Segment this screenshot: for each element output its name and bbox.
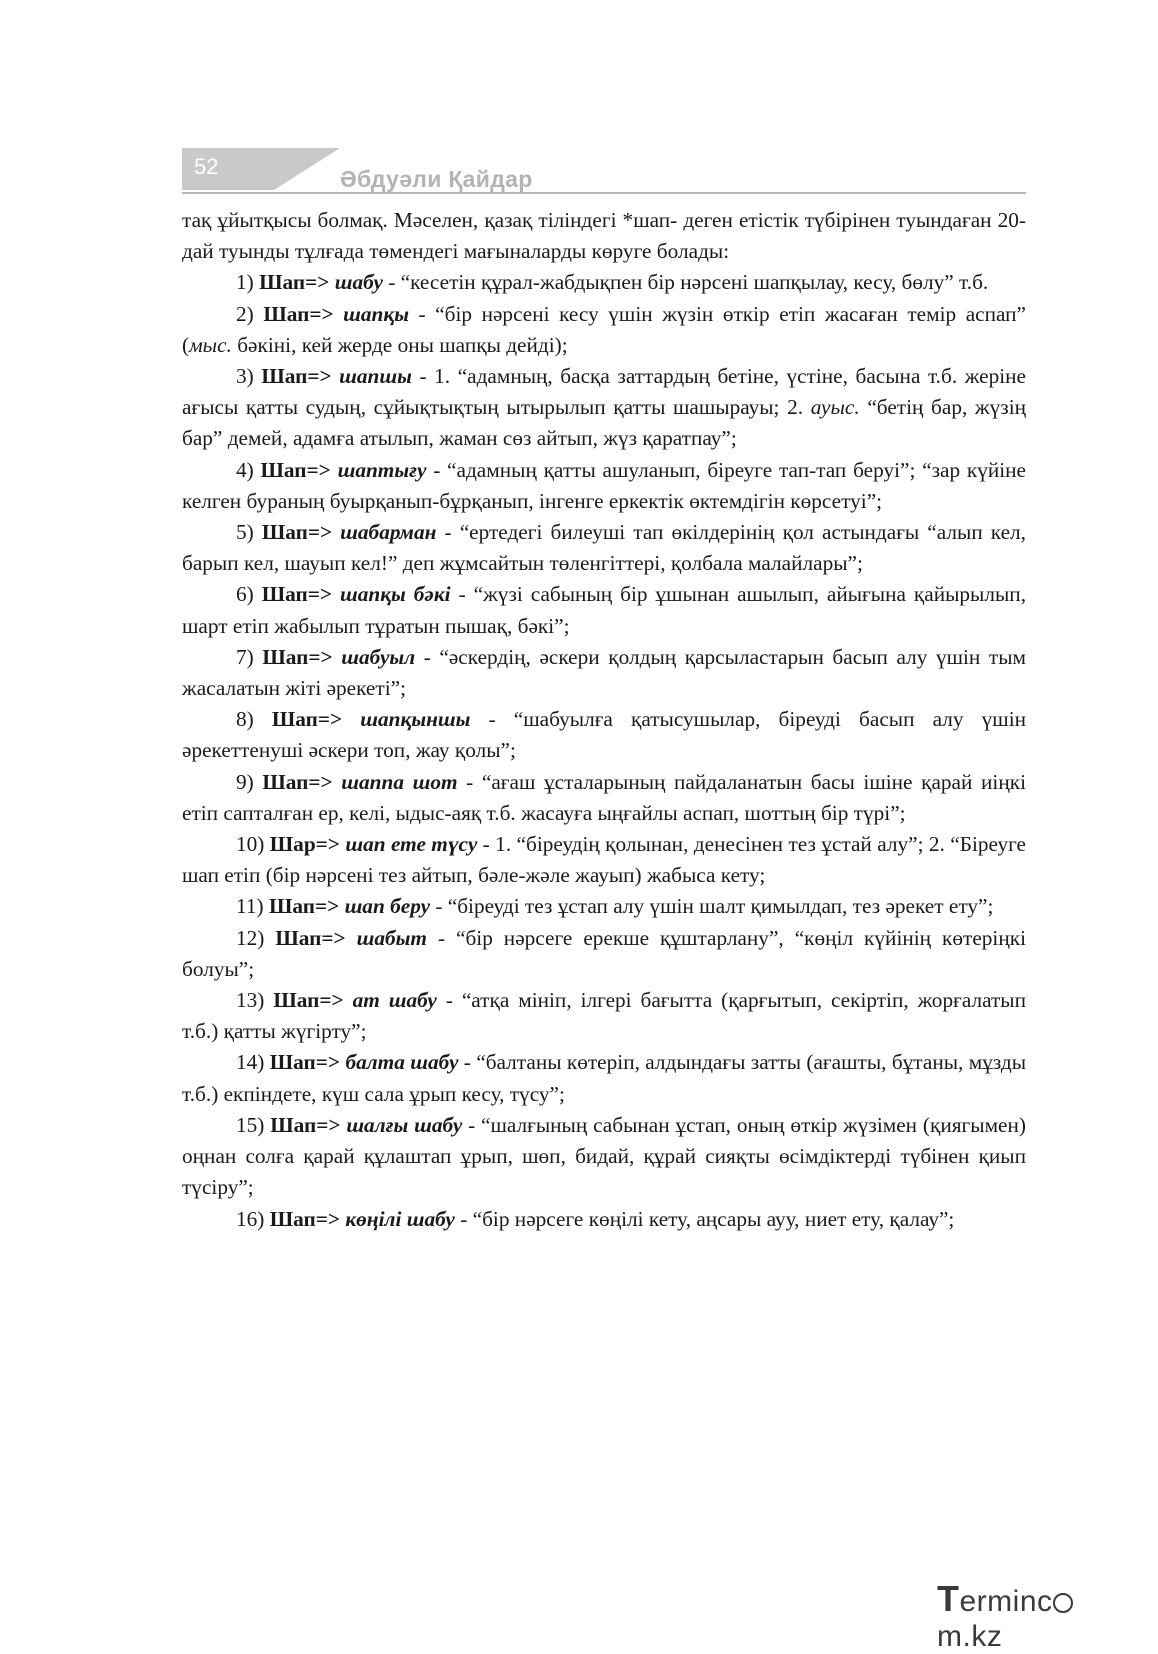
intro-paragraph: тақ ұйытқысы болмақ. Мәселен, қазақ тіліндегі *шап- деген етістік түбірінен туындаған 20-дай туынды тұлғада төмендегі мағыналарды көруге болады: xyxy=(182,208,1026,264)
entry-term: шабуыл xyxy=(341,644,416,669)
entry-headword xyxy=(263,302,409,326)
entry-definition: - 1. “біреудің қолынан, денесінен тез ұстай алу”; 2. “Біреуге шап етіп (бір нәрсені тез айтып, бәле-жәле жауып) жабыса кету; xyxy=(182,832,1027,888)
entry-root: Шап=> xyxy=(262,769,333,794)
logo-text-2: m.kz xyxy=(937,1620,1003,1653)
entry-term: шап ете түсу xyxy=(345,832,478,857)
entry-definition: - “балтаны көтеріп, алдындағы затты (ағашты, бұтаны, мұзды т.б.) екпіндете, күш сала ұрып кесу, түсу”; xyxy=(182,1050,1027,1106)
entry-definition: - “жүзі сабының бір ұшынан ашылып, айығына қайырылып, шарт етіп жабылып тұратын пышақ, бәкі”; xyxy=(182,582,1027,638)
entry-term: шаптығу xyxy=(337,457,427,482)
entry-term: шапшы xyxy=(339,364,412,389)
entry-number: 12) xyxy=(236,925,265,950)
entry-number: 5) xyxy=(236,520,254,545)
list-item xyxy=(182,579,1026,641)
entry-headword xyxy=(262,520,437,544)
terminkom-logo xyxy=(937,1578,1137,1653)
entry-term: шабыт xyxy=(356,925,427,950)
list-item xyxy=(182,923,1026,985)
list-item xyxy=(182,1204,1026,1235)
list-item xyxy=(182,299,1026,361)
entry-headword xyxy=(269,894,430,918)
list-item xyxy=(182,267,1026,298)
entry-number: 2) xyxy=(236,301,254,326)
page-header xyxy=(182,148,1026,194)
entry-definition: - “кесетін құрал-жабдықпен бір нәрсені шапқылау, кесу, бөлу” т.б. xyxy=(382,270,989,295)
entry-term: шапқы xyxy=(343,301,409,326)
entry-term: ат шабу xyxy=(352,988,437,1013)
entry-headword xyxy=(272,707,471,731)
entry-definition: - “ағаш ұсталарының пайдаланатын басы ішіне қарай иіңкі етіп сапталған ер, келі, ыдыс-аяқ т.б. жасауға ыңғайлы аспап, шоттың бір түрі”; xyxy=(182,769,1026,825)
entry-definition: - 1. “адамның, басқа заттардың бетіне, үстіне, басына т.б. жеріне ағысы қатты судың, сұйықтықтың ытырылып қатты шашырауы; 2. xyxy=(182,364,1027,420)
entry-headword xyxy=(259,270,383,294)
entry-abbreviation: ауыс. xyxy=(810,395,860,420)
list-item xyxy=(182,891,1026,922)
entry-number: 11) xyxy=(236,894,264,919)
entry-root: Шап=> xyxy=(262,644,333,669)
entry-number: 4) xyxy=(236,457,254,482)
entry-number: 1) xyxy=(236,270,254,295)
entry-headword xyxy=(270,1050,459,1074)
entry-number: 3) xyxy=(236,364,254,389)
entry-root: Шап=> xyxy=(275,925,346,950)
list-item xyxy=(182,1047,1026,1109)
entry-definition: - “адамның қатты ашуланып, біреуге тап-тап беруі”; “зар күйіне келген бураның буырқанып-бұрқанып, інгенге еркектік өктемдігін көрсетуі”; xyxy=(182,457,1027,513)
entry-definition: - “біреуді тез ұстап алу үшін шалт қимылдап, тез әрекет ету”; xyxy=(430,894,994,919)
entry-headword xyxy=(270,1113,462,1137)
entry-term: шап беру xyxy=(344,894,431,919)
entry-headword xyxy=(262,770,457,794)
entry-number: 7) xyxy=(236,644,254,669)
entry-term: шапқы бәкі xyxy=(340,582,451,607)
page-body xyxy=(182,205,1026,1235)
running-author: Әбдуәли Қайдар xyxy=(340,166,533,192)
entry-number: 16) xyxy=(236,1206,265,1231)
entry-number: 8) xyxy=(236,707,254,732)
entry-definition-cont: “бетің бар, жүзің бар” демей, адамға атылып, жаман сөз айтып, жүз қаратпау”; xyxy=(182,395,1027,451)
entry-term: көңілі шабу xyxy=(345,1206,455,1231)
entry-definition: - “шалғының сабынан ұстап, оның өткір жүзімен (қиягымен) оңнан солға қарай құлаштап ұрып, шөп, бидай, құрай сияқты өсімдіктерді түбінен қиып түсіру”; xyxy=(182,1112,1026,1200)
list-item xyxy=(182,642,1026,704)
list-item xyxy=(182,704,1026,766)
entry-definition: - “шабуылға қатысушылар, біреуді басып алу үшін әрекеттенуші әскери топ, жау қолы”; xyxy=(182,707,1027,763)
entry-term: балта шабу xyxy=(345,1050,459,1075)
logo-letter: T xyxy=(937,1578,960,1619)
entry-headword xyxy=(261,364,412,388)
entry-root: Шап=> xyxy=(271,707,343,732)
entry-root: Шап=> xyxy=(261,582,333,607)
entry-headword xyxy=(261,458,427,482)
entry-headword xyxy=(273,988,437,1012)
entry-number: 13) xyxy=(236,988,265,1013)
list-item xyxy=(182,767,1026,829)
entry-root: Шар=> xyxy=(269,832,340,857)
page-number: 52 xyxy=(194,154,219,179)
entry-term: шаппа шот xyxy=(341,769,458,794)
entry-definition: - “бір нәрсеге көңілі кету, аңсары ауу, ниет ету, қалау”; xyxy=(454,1206,955,1231)
list-item xyxy=(182,361,1026,455)
entry-root: Шап=> xyxy=(261,364,332,389)
entry-number: 10) xyxy=(236,832,265,857)
entry-definition: - “ертедегі билеуші тап өкілдерінің қол астындағы “алып кел, барып кел, шауып кел!” деп жұмсайтын төленгіттері, қолбала малайлары”; xyxy=(182,520,1026,576)
entry-definition-cont: бәкіні, кей жерде оны шапқы дейді); xyxy=(231,332,568,357)
entry-root: Шап=> xyxy=(270,1112,341,1137)
header-rule xyxy=(182,192,1026,194)
entry-root: Шап=> xyxy=(263,301,334,326)
entry-definition: - “бір нәрсеге ерекше құштарлану”, “көңіл күйінің көтеріңкі болуы”; xyxy=(182,925,1027,981)
entry-term: шабу xyxy=(334,270,383,295)
entry-number: 15) xyxy=(236,1112,265,1137)
entry-root: Шап=> xyxy=(261,520,333,545)
entry-number: 14) xyxy=(236,1050,265,1075)
list-item xyxy=(182,985,1026,1047)
list-item xyxy=(182,517,1026,579)
entry-definition: - “атқа мініп, ілгері бағытта (қарғытып, секіртіп, жорғалатып т.б.) қатты жүгірту”; xyxy=(182,988,1027,1044)
magnifier-icon xyxy=(1053,1593,1073,1613)
entry-root: Шап=> xyxy=(260,457,331,482)
entry-definition: - “бір нәрсені кесу үшін жүзін өткір етіп жасаған темір аспап” ( xyxy=(182,301,1027,357)
entry-root: Шап=> xyxy=(268,894,340,919)
entry-term: шабарман xyxy=(340,520,437,545)
logo-text-1: erminc xyxy=(959,1585,1053,1618)
entry-headword xyxy=(262,645,415,669)
entry-root: Шап=> xyxy=(269,1050,341,1075)
entry-root: Шап=> xyxy=(259,270,330,295)
entry-number: 9) xyxy=(236,769,254,794)
entry-term: шалғы шабу xyxy=(346,1112,463,1137)
entry-term: шапқыншы xyxy=(360,707,471,732)
page-number-tab xyxy=(274,148,340,190)
entry-abbreviation: мыс. xyxy=(189,332,232,357)
entry-headword xyxy=(262,582,451,606)
list-item xyxy=(182,829,1026,891)
entry-list xyxy=(182,267,1026,1234)
entry-number: 6) xyxy=(236,582,254,607)
entry-definition: - “әскердің, әскери қолдың қарсыластарын басып алу үшін тым жасалатын жіті әрекеті”; xyxy=(182,644,1027,701)
entry-root: Шап=> xyxy=(273,988,344,1013)
entry-root: Шап=> xyxy=(269,1206,341,1231)
list-item xyxy=(182,1110,1026,1204)
entry-headword xyxy=(270,1207,455,1231)
list-item xyxy=(182,455,1026,517)
entry-headword xyxy=(270,832,477,856)
entry-headword xyxy=(275,926,427,950)
